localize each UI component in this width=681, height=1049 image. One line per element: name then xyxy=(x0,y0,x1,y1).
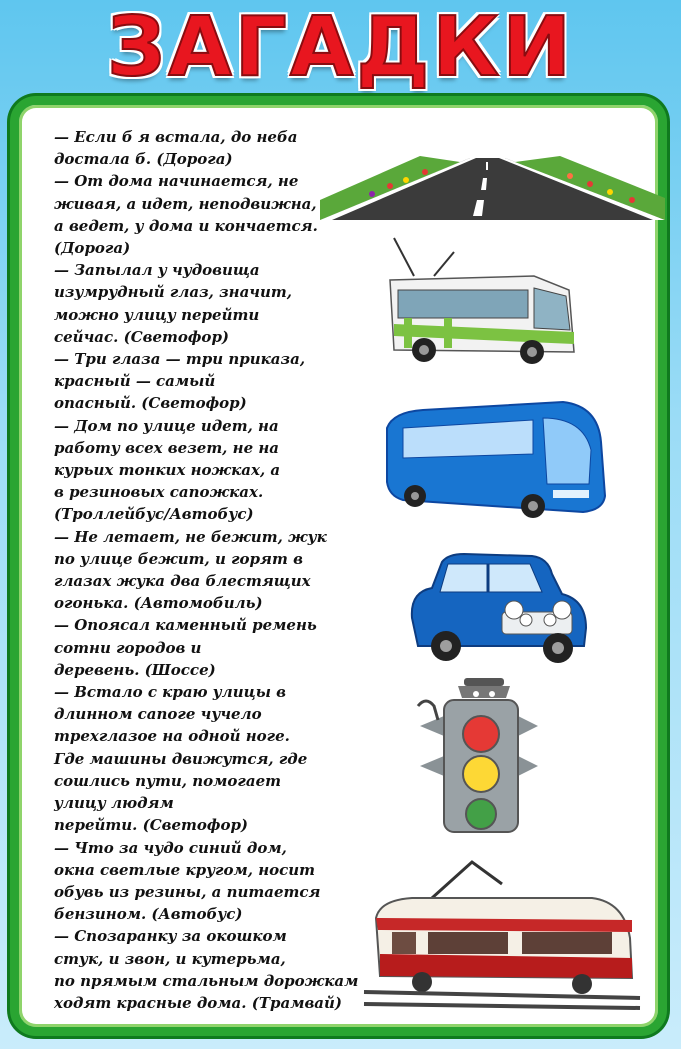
bus-icon xyxy=(383,392,609,524)
riddle-line: — Опоясал каменный ремень xyxy=(54,616,317,635)
riddle-line: — Что за чудо синий дом, xyxy=(54,838,287,857)
page-title: ЗАГАДКИ xyxy=(106,0,575,95)
riddle-line: а ведет, у дома и кончается. xyxy=(54,216,318,235)
traffic-light-icon xyxy=(414,676,544,836)
riddle-line: — Не летает, не бежит, жук xyxy=(54,527,327,546)
riddle-line: — От дома начинается, не xyxy=(54,172,299,191)
riddle-line: огонька. (Автомобиль) xyxy=(54,594,263,613)
riddle-line: работу всех везет, не на xyxy=(54,438,279,457)
riddle-line: длинном сапоге чучело xyxy=(54,705,262,724)
riddle-line: опасный. (Светофор) xyxy=(54,394,247,413)
car-icon xyxy=(402,548,590,666)
riddle-line: ходят красные дома. (Трамвай) xyxy=(54,993,343,1012)
riddle-list xyxy=(54,126,359,1014)
riddle-line: трехглазое на одной ноге. xyxy=(54,727,290,746)
riddle-line: — Спозаранку за окошком xyxy=(54,927,287,946)
riddle-line: глазах жука два блестящих xyxy=(54,572,311,591)
riddle-line: обувь из резины, а питается xyxy=(54,882,321,901)
riddle-line: в резиновых сапожках. xyxy=(54,483,264,502)
riddle-line: сошлись пути, помогает xyxy=(54,771,281,790)
riddle-line: стук, и звон, и кутерьма, xyxy=(54,949,286,968)
riddle-line: по улице бежит, и горят в xyxy=(54,549,303,568)
road-icon xyxy=(320,150,665,222)
riddle-line: окна светлые кругом, носит xyxy=(54,860,316,879)
riddle-line: курьих тонких ножках, а xyxy=(54,461,281,480)
riddle-line: — Три глаза — три приказа, xyxy=(54,350,306,369)
trolleybus-icon xyxy=(384,232,584,367)
riddle-line: бензином. (Автобус) xyxy=(54,905,243,924)
riddle-line: Где машины движутся, где xyxy=(54,749,308,768)
riddle-line: достала б. (Дорога) xyxy=(54,150,233,169)
riddle-line: изумрудный глаз, значит, xyxy=(54,283,293,302)
riddle-line: — Если б я встала, до неба xyxy=(54,128,298,146)
riddle-line: (Дорога) xyxy=(54,239,131,258)
riddle-line: — Встало с краю улицы в xyxy=(54,683,287,702)
riddle-line: сотни городов и xyxy=(54,638,202,657)
riddle-line: (Троллейбус/Автобус) xyxy=(54,505,254,524)
riddle-line: сейчас. (Светофор) xyxy=(54,327,230,346)
riddle-line: по прямым стальным дорожкам xyxy=(54,971,359,990)
riddle-line: перейти. (Светофор) xyxy=(54,816,249,835)
riddle-line: живая, а идет, неподвижна, xyxy=(54,194,317,213)
tram-icon xyxy=(362,858,642,1018)
riddle-line: можно улицу перейти xyxy=(54,305,260,324)
riddle-line: — Запылал у чудовища xyxy=(54,261,260,280)
riddle-line: деревень. (Шоссе) xyxy=(54,660,216,679)
riddle-line: красный — самый xyxy=(54,372,216,391)
riddle-line: — Дом по улице идет, на xyxy=(54,416,279,435)
riddle-line: улицу людям xyxy=(54,794,174,813)
